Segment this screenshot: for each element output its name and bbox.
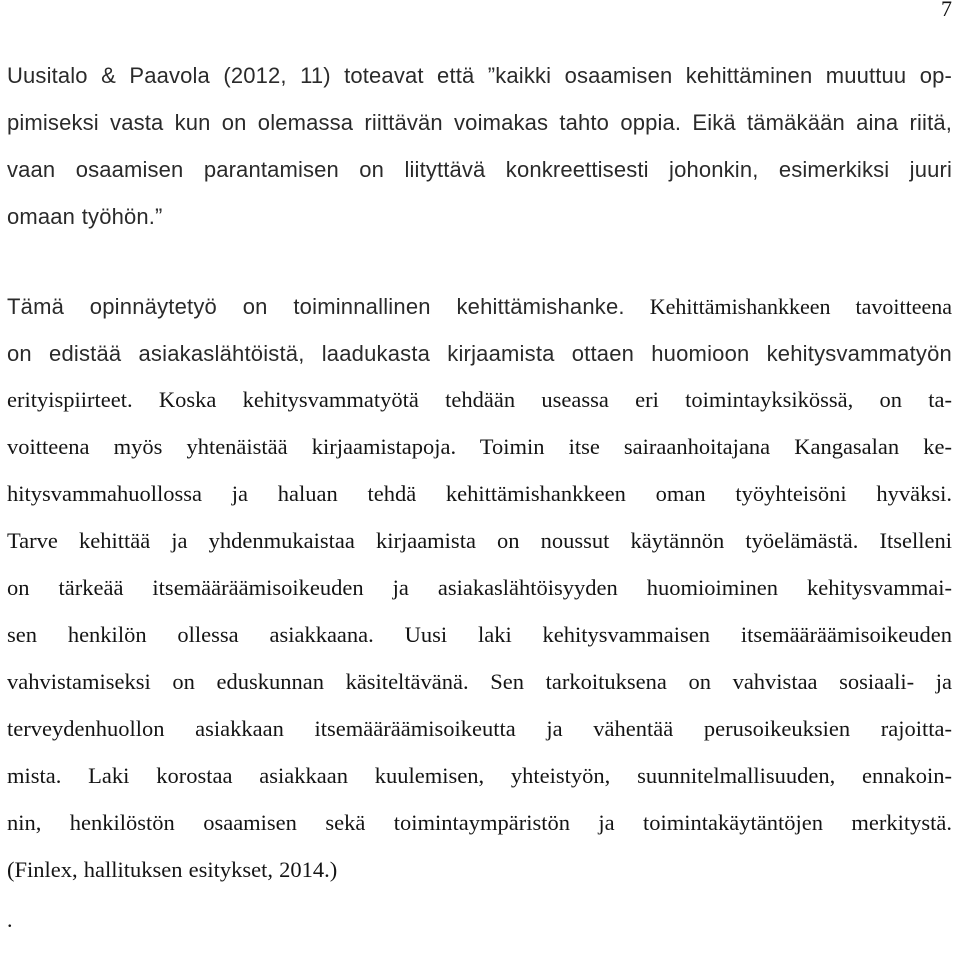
text-line: omaan työhön.” xyxy=(7,204,163,229)
text-segment-serif: Kehittämishankkeen tavoitteena xyxy=(624,294,952,319)
text-line: voitteena myös yhtenäistää kirjaamistapoja. Toimin itse sairaanhoitajana Kangasalan ke- xyxy=(7,434,952,459)
text-line: nin, henkilöstön osaamisen sekä toimintaympäristön ja toimintakäytäntöjen merkitystä. xyxy=(7,810,952,835)
body-paragraph xyxy=(7,376,952,893)
text-line: Tarve kehittää ja yhdenmukaistaa kirjaamista on noussut käytännön työelämästä. Itselleni xyxy=(7,528,952,553)
trailing-mark: . xyxy=(7,907,13,932)
text-segment-sans: Tämä opinnäytetyö on toiminnallinen kehittämishanke. xyxy=(7,294,625,319)
intro-paragraph xyxy=(7,283,952,377)
text-line: on edistää asiakaslähtöistä, laadukasta kirjaamista ottaen huomioon kehitysvammatyön xyxy=(7,341,952,366)
quote-paragraph xyxy=(7,52,952,240)
text-line: vahvistamiseksi on eduskunnan käsiteltävänä. Sen tarkoituksena on vahvistaa sosiaali- ja xyxy=(7,669,952,694)
text-line: vaan osaamisen parantamisen on liityttävä konkreettisesti johonkin, esimerkiksi juuri xyxy=(7,157,952,182)
text-line: sen henkilön ollessa asiakkaana. Uusi laki kehitysvammaisen itsemääräämisoikeuden xyxy=(7,622,952,647)
page-number: 7 xyxy=(941,0,952,21)
text-line: terveydenhuollon asiakkaan itsemääräämisoikeutta ja vähentää perusoikeuksien rajoitta- xyxy=(7,716,952,741)
text-line: pimiseksi vasta kun on olemassa riittävän voimakas tahto oppia. Eikä tämäkään aina riitä, xyxy=(7,110,952,135)
text-line: on tärkeää itsemääräämisoikeuden ja asiakaslähtöisyyden huomioiminen kehitysvammai- xyxy=(7,575,952,600)
text-line: mista. Laki korostaa asiakkaan kuulemisen, yhteistyön, suunnitelmallisuuden, ennakoin- xyxy=(7,763,952,788)
text-line: Uusitalo & Paavola (2012, 11) toteavat että ”kaikki osaamisen kehittäminen muuttuu op- xyxy=(7,63,952,88)
text-line xyxy=(7,283,952,330)
text-line: erityispiirteet. Koska kehitysvammatyötä tehdään useassa eri toimintayksikössä, on ta- xyxy=(7,387,952,412)
text-line: hitysvammahuollossa ja haluan tehdä kehittämishankkeen oman työyhteisöni hyväksi. xyxy=(7,481,952,506)
text-line: (Finlex, hallituksen esitykset, 2014.) xyxy=(7,857,338,882)
